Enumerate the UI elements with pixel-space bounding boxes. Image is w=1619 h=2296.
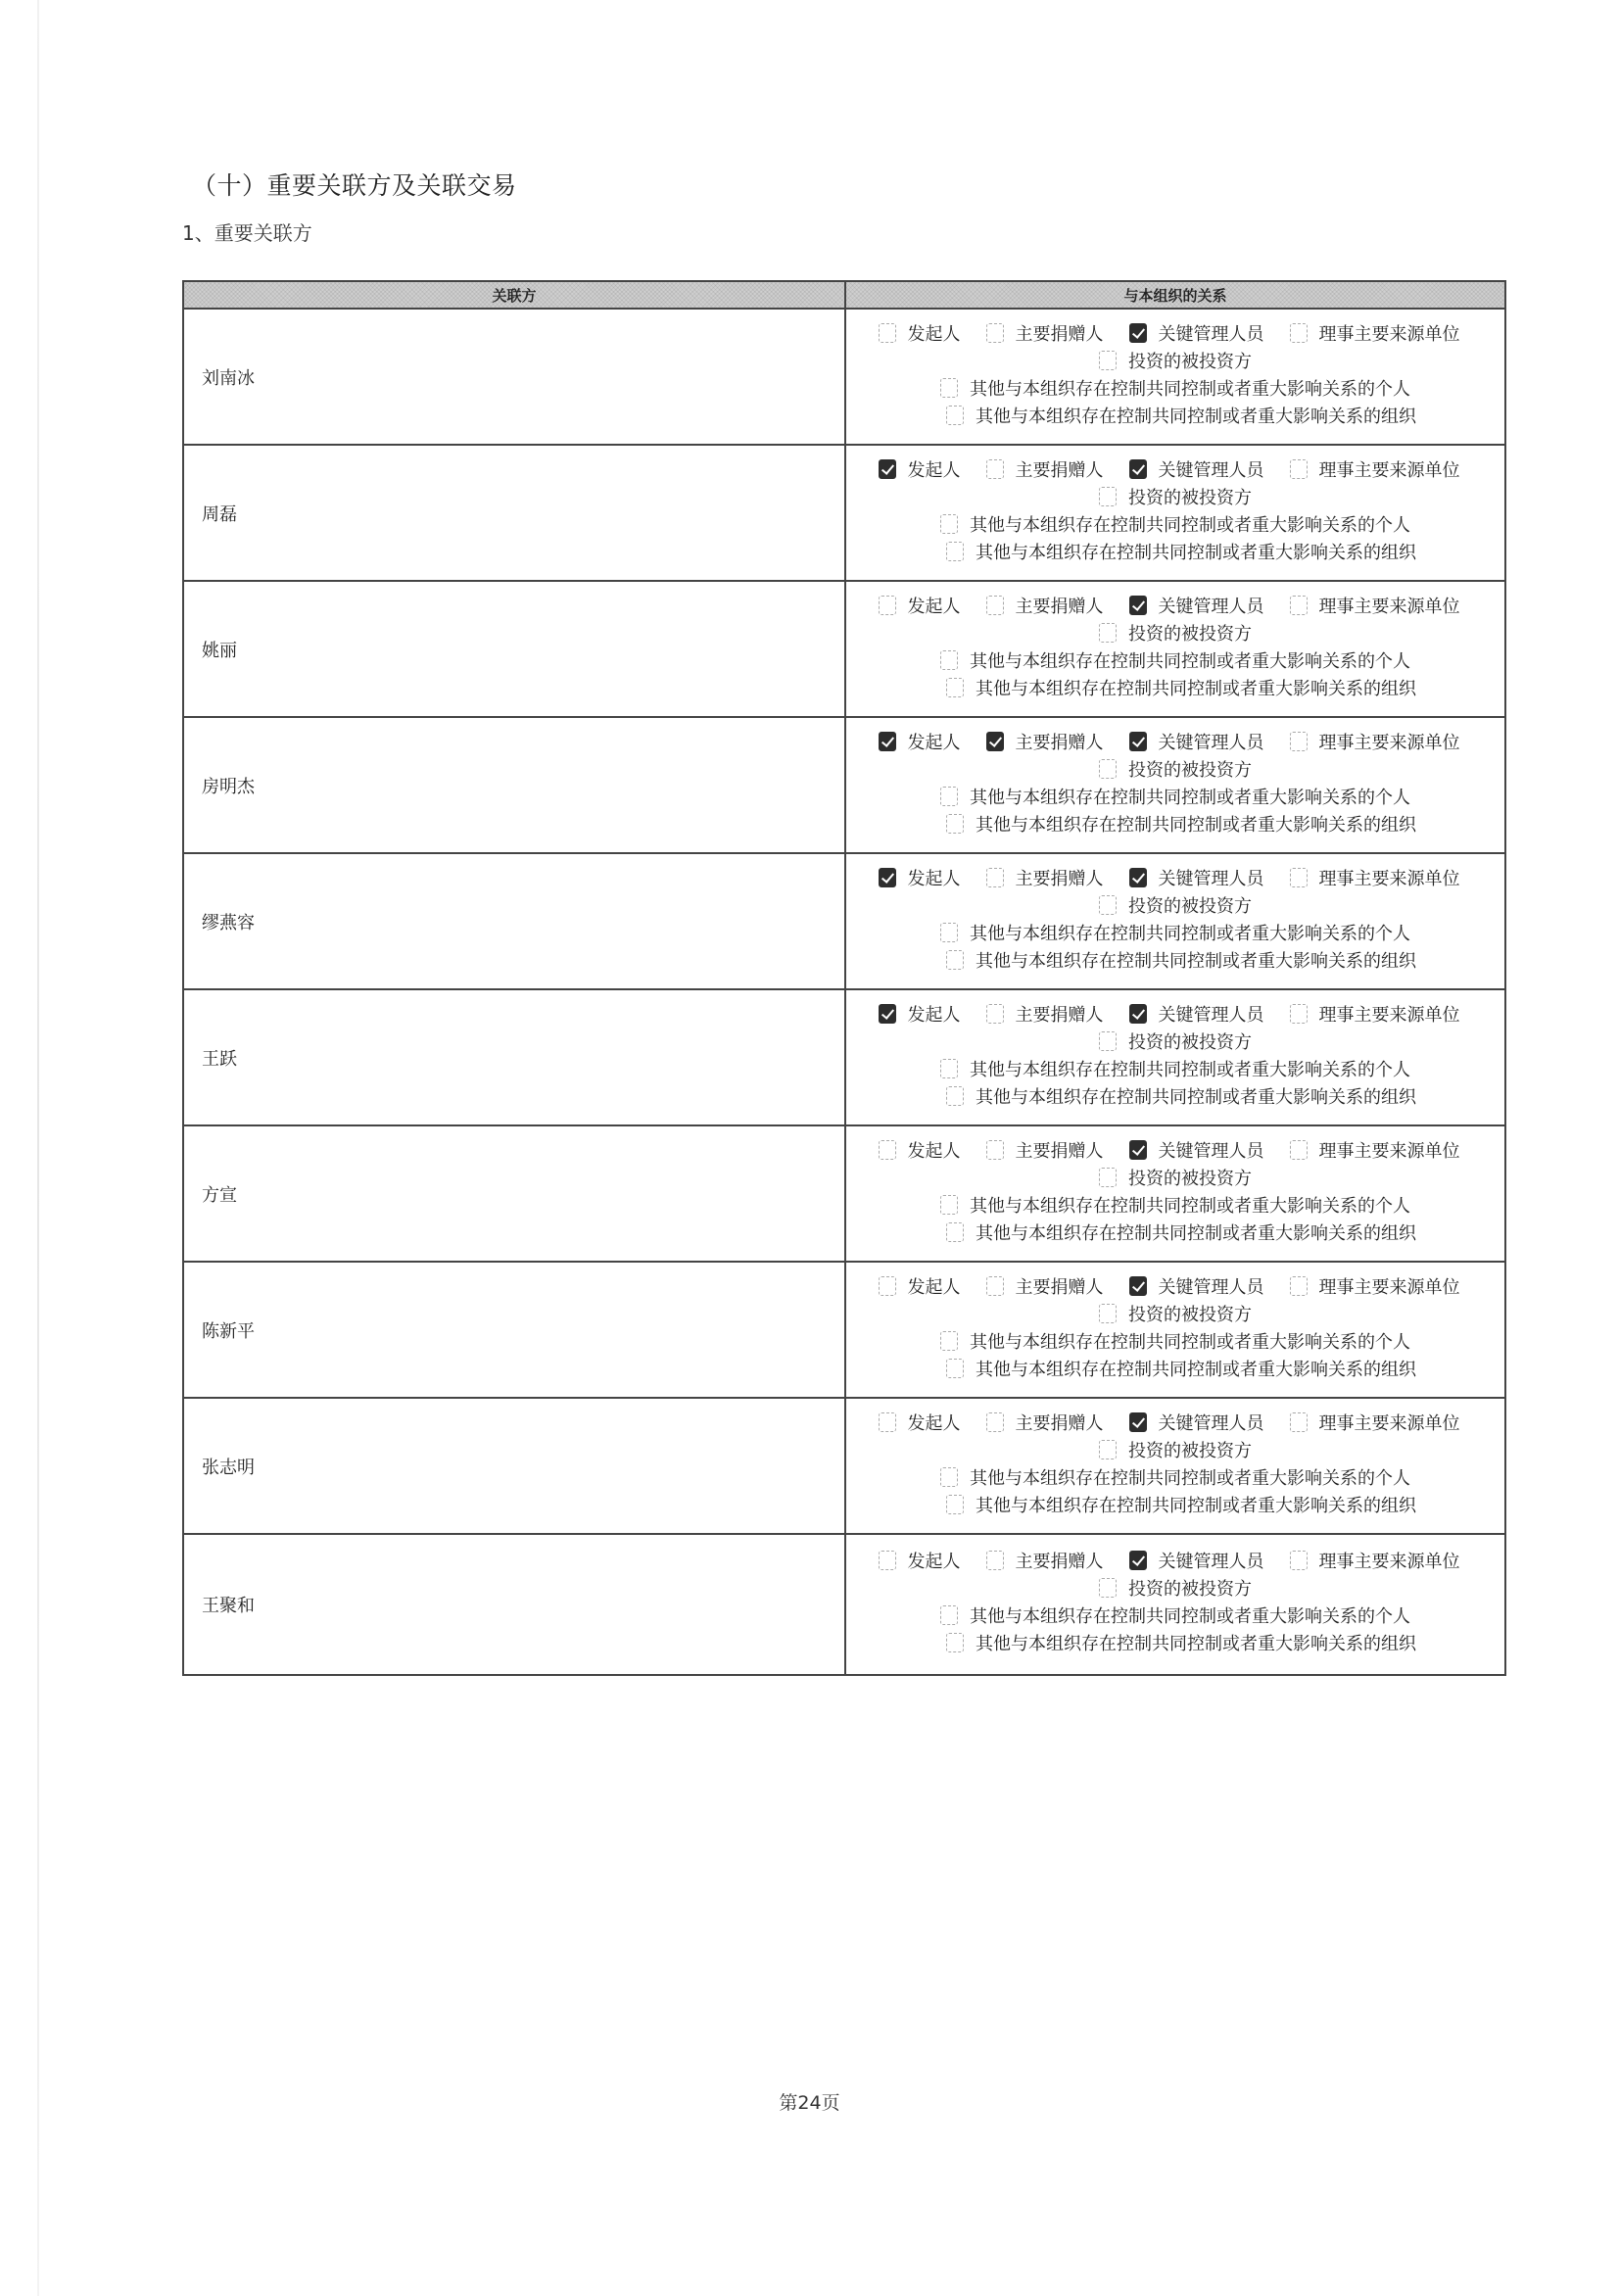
option-major-donor[interactable] <box>986 729 1104 754</box>
table-row <box>184 582 1504 718</box>
table-row <box>184 1399 1504 1535</box>
option-founder[interactable] <box>879 1410 961 1435</box>
option-label: 关键管理人员 <box>1158 868 1264 889</box>
options-line-3 <box>928 919 1423 946</box>
option-label: 关键管理人员 <box>1158 732 1264 753</box>
option-key-management[interactable] <box>1129 729 1264 754</box>
related-party-name <box>184 446 846 580</box>
option-director-source[interactable] <box>1290 1137 1460 1163</box>
checkbox-unchecked-icon[interactable] <box>1290 323 1308 343</box>
checkbox-unchecked-icon[interactable] <box>1290 1412 1308 1432</box>
checkbox-unchecked-icon[interactable] <box>986 459 1004 479</box>
checkbox-unchecked-icon[interactable] <box>946 542 964 561</box>
options-line-3 <box>928 1191 1423 1219</box>
checkbox-unchecked-icon[interactable] <box>879 1276 896 1296</box>
checkbox-checked-icon[interactable] <box>1129 1004 1147 1024</box>
option-major-donor[interactable] <box>986 456 1104 482</box>
option-label: 其他与本组织存在控制共同控制或者重大影响关系的组织 <box>976 814 1416 836</box>
page-number: 第24页 <box>779 2092 840 2114</box>
option-label: 其他与本组织存在控制共同控制或者重大影响关系的个人 <box>970 1331 1410 1353</box>
option-label: 发起人 <box>907 596 961 617</box>
option-other-organization[interactable] <box>946 539 1416 564</box>
checkbox-unchecked-icon[interactable] <box>986 323 1004 343</box>
checkbox-unchecked-icon[interactable] <box>946 406 964 425</box>
option-label: 其他与本组织存在控制共同控制或者重大影响关系的组织 <box>976 678 1416 699</box>
option-key-management[interactable] <box>1129 1001 1264 1027</box>
option-label: 理事主要来源单位 <box>1318 1552 1460 1572</box>
relationship-cell <box>846 582 1504 716</box>
option-major-donor[interactable] <box>986 320 1104 346</box>
option-investee[interactable] <box>1099 620 1252 646</box>
checkbox-checked-icon[interactable] <box>1129 1140 1147 1160</box>
option-label: 其他与本组织存在控制共同控制或者重大影响关系的组织 <box>976 950 1416 972</box>
options-line-1 <box>879 1409 1473 1436</box>
option-investee[interactable] <box>1099 892 1252 918</box>
related-party-name <box>184 990 846 1124</box>
checkbox-unchecked-icon[interactable] <box>879 1551 896 1570</box>
checkbox-checked-icon[interactable] <box>1129 596 1147 615</box>
option-key-management[interactable] <box>1129 1273 1264 1299</box>
option-label: 理事主要来源单位 <box>1318 1276 1460 1298</box>
option-label: 其他与本组织存在控制共同控制或者重大影响关系的个人 <box>970 1606 1410 1627</box>
option-investee[interactable] <box>1099 1575 1252 1601</box>
option-key-management[interactable] <box>1129 456 1264 482</box>
option-investee[interactable] <box>1099 1301 1252 1326</box>
option-label: 其他与本组织存在控制共同控制或者重大影响关系的个人 <box>970 650 1410 672</box>
option-major-donor[interactable] <box>986 593 1104 618</box>
option-director-source[interactable] <box>1290 593 1460 618</box>
checkbox-unchecked-icon[interactable] <box>986 1276 1004 1296</box>
option-director-source[interactable] <box>1290 1548 1460 1573</box>
option-label: 投资的被投资方 <box>1128 623 1252 645</box>
checkbox-checked-icon[interactable] <box>1129 323 1147 343</box>
checkbox-unchecked-icon[interactable] <box>986 1412 1004 1432</box>
checkbox-unchecked-icon[interactable] <box>940 1195 958 1215</box>
checkbox-checked-icon[interactable] <box>1129 1551 1147 1570</box>
option-label: 主要捐赠人 <box>1015 459 1104 481</box>
checkbox-unchecked-icon[interactable] <box>1290 868 1308 887</box>
options-line-4 <box>933 1219 1429 1246</box>
options-line-1 <box>879 1000 1473 1028</box>
option-other-individual[interactable] <box>940 647 1410 673</box>
option-label: 发起人 <box>907 1004 961 1026</box>
option-label: 发起人 <box>907 323 961 345</box>
party-name-text: 张志明 <box>202 1457 255 1478</box>
option-label: 发起人 <box>907 1552 961 1572</box>
checkbox-unchecked-icon[interactable] <box>940 514 958 534</box>
option-label: 投资的被投资方 <box>1128 1304 1252 1325</box>
option-other-individual[interactable] <box>940 1192 1410 1218</box>
party-name-text: 方宣 <box>202 1184 237 1206</box>
checkbox-unchecked-icon[interactable] <box>879 1140 896 1160</box>
options-line-3 <box>928 374 1423 402</box>
option-key-management[interactable] <box>1129 1548 1264 1573</box>
relationship-cell <box>846 854 1504 988</box>
checkbox-unchecked-icon[interactable] <box>1290 732 1308 751</box>
option-label: 其他与本组织存在控制共同控制或者重大影响关系的组织 <box>976 1359 1416 1380</box>
checkbox-unchecked-icon[interactable] <box>1099 351 1117 370</box>
option-label: 主要捐赠人 <box>1015 1412 1104 1434</box>
checkbox-unchecked-icon[interactable] <box>879 1412 896 1432</box>
checkbox-unchecked-icon[interactable] <box>946 1495 964 1514</box>
option-label: 主要捐赠人 <box>1015 868 1104 889</box>
checkbox-unchecked-icon[interactable] <box>986 1140 1004 1160</box>
option-other-individual[interactable] <box>940 920 1410 945</box>
option-other-organization[interactable] <box>946 1356 1416 1381</box>
option-label: 其他与本组织存在控制共同控制或者重大影响关系的组织 <box>976 1495 1416 1516</box>
option-other-organization[interactable] <box>946 1083 1416 1109</box>
table-row <box>184 1126 1504 1263</box>
options-line-3 <box>928 1055 1423 1082</box>
option-label: 关键管理人员 <box>1158 1412 1264 1434</box>
related-party-name <box>184 854 846 988</box>
option-label: 其他与本组织存在控制共同控制或者重大影响关系的个人 <box>970 1059 1410 1080</box>
option-label: 其他与本组织存在控制共同控制或者重大影响关系的个人 <box>970 1195 1410 1217</box>
option-label: 其他与本组织存在控制共同控制或者重大影响关系的个人 <box>970 1467 1410 1489</box>
option-label: 主要捐赠人 <box>1015 1004 1104 1026</box>
options-line-4 <box>933 1491 1429 1518</box>
option-label: 投资的被投资方 <box>1128 1579 1252 1600</box>
option-label: 发起人 <box>907 459 961 481</box>
option-label: 主要捐赠人 <box>1015 323 1104 345</box>
option-other-organization[interactable] <box>946 403 1416 428</box>
options-line-2 <box>1086 1436 1264 1463</box>
options-line-1 <box>879 319 1473 347</box>
options-line-4 <box>933 674 1429 701</box>
options-line-4 <box>933 402 1429 429</box>
option-label: 关键管理人员 <box>1158 323 1264 345</box>
option-other-individual[interactable] <box>940 375 1410 401</box>
option-label: 投资的被投资方 <box>1128 487 1252 508</box>
options-line-2 <box>1086 1028 1264 1055</box>
related-party-name <box>184 1535 846 1674</box>
checkbox-unchecked-icon[interactable] <box>940 1605 958 1625</box>
option-other-individual[interactable] <box>940 1602 1410 1628</box>
option-other-organization[interactable] <box>946 947 1416 973</box>
checkbox-unchecked-icon[interactable] <box>946 1086 964 1106</box>
option-investee[interactable] <box>1099 756 1252 782</box>
party-name-text: 刘南冰 <box>202 367 255 389</box>
option-label: 其他与本组织存在控制共同控制或者重大影响关系的组织 <box>976 1222 1416 1244</box>
option-director-source[interactable] <box>1290 1410 1460 1435</box>
option-founder[interactable] <box>879 456 961 482</box>
relationship-cell <box>846 1535 1504 1674</box>
table-row <box>184 446 1504 582</box>
option-founder[interactable] <box>879 729 961 754</box>
option-key-management[interactable] <box>1129 593 1264 618</box>
option-label: 理事主要来源单位 <box>1318 732 1460 753</box>
options-line-4 <box>933 810 1429 837</box>
options-line-1 <box>879 864 1473 891</box>
option-director-source[interactable] <box>1290 865 1460 890</box>
checkbox-unchecked-icon[interactable] <box>986 868 1004 887</box>
checkbox-unchecked-icon[interactable] <box>1099 1440 1117 1459</box>
option-investee[interactable] <box>1099 484 1252 509</box>
related-party-name <box>184 1263 846 1397</box>
options-line-4 <box>933 1629 1429 1656</box>
option-founder[interactable] <box>879 1548 961 1573</box>
checkbox-unchecked-icon[interactable] <box>1290 1004 1308 1024</box>
checkbox-unchecked-icon[interactable] <box>879 323 896 343</box>
checkbox-checked-icon[interactable] <box>986 732 1004 751</box>
options-line-3 <box>928 510 1423 538</box>
relationship-cell <box>846 1126 1504 1261</box>
party-name-text: 王聚和 <box>202 1596 255 1616</box>
checkbox-unchecked-icon[interactable] <box>879 596 896 615</box>
table-row <box>184 718 1504 854</box>
option-founder[interactable] <box>879 320 961 346</box>
option-other-individual[interactable] <box>940 1464 1410 1490</box>
table-header <box>184 282 1504 310</box>
header-related-party: 关联方 <box>184 282 846 308</box>
option-label: 其他与本组织存在控制共同控制或者重大影响关系的个人 <box>970 514 1410 536</box>
option-label: 关键管理人员 <box>1158 1004 1264 1026</box>
section-title: （十）重要关联方及关联交易 <box>192 171 517 200</box>
options-line-3 <box>928 1463 1423 1491</box>
option-label: 理事主要来源单位 <box>1318 1140 1460 1162</box>
option-director-source[interactable] <box>1290 1273 1460 1299</box>
checkbox-unchecked-icon[interactable] <box>940 378 958 398</box>
option-label: 理事主要来源单位 <box>1318 459 1460 481</box>
options-line-2 <box>1086 891 1264 919</box>
option-label: 投资的被投资方 <box>1128 759 1252 781</box>
option-investee[interactable] <box>1099 348 1252 373</box>
checkbox-checked-icon[interactable] <box>1129 868 1147 887</box>
checkbox-unchecked-icon[interactable] <box>940 1331 958 1351</box>
option-other-organization[interactable] <box>946 1220 1416 1245</box>
relationship-cell <box>846 446 1504 580</box>
options-line-1 <box>879 1272 1473 1300</box>
checkbox-unchecked-icon[interactable] <box>1099 1304 1117 1323</box>
option-label: 理事主要来源单位 <box>1318 868 1460 889</box>
option-major-donor[interactable] <box>986 1410 1104 1435</box>
checkbox-unchecked-icon[interactable] <box>1290 459 1308 479</box>
checkbox-checked-icon[interactable] <box>879 459 896 479</box>
option-label: 理事主要来源单位 <box>1318 1412 1460 1434</box>
sub-title: 1、重要关联方 <box>182 221 312 245</box>
party-name-text: 房明杰 <box>202 776 255 797</box>
options-line-3 <box>928 1327 1423 1355</box>
checkbox-unchecked-icon[interactable] <box>946 1222 964 1242</box>
relationship-cell <box>846 990 1504 1124</box>
option-director-source[interactable] <box>1290 1001 1460 1027</box>
option-other-organization[interactable] <box>946 811 1416 837</box>
option-key-management[interactable] <box>1129 1410 1264 1435</box>
table-row <box>184 854 1504 990</box>
option-major-donor[interactable] <box>986 1273 1104 1299</box>
checkbox-unchecked-icon[interactable] <box>1099 487 1117 506</box>
checkbox-unchecked-icon[interactable] <box>940 1467 958 1487</box>
option-label: 理事主要来源单位 <box>1318 1004 1460 1026</box>
options-line-4 <box>933 1082 1429 1110</box>
option-label: 发起人 <box>907 1140 961 1162</box>
checkbox-unchecked-icon[interactable] <box>1099 623 1117 643</box>
option-other-individual[interactable] <box>940 784 1410 809</box>
option-label: 发起人 <box>907 868 961 889</box>
table-row <box>184 990 1504 1126</box>
option-label: 主要捐赠人 <box>1015 1140 1104 1162</box>
option-label: 关键管理人员 <box>1158 1140 1264 1162</box>
options-line-1 <box>879 728 1473 755</box>
option-investee[interactable] <box>1099 1165 1252 1190</box>
option-label: 主要捐赠人 <box>1015 732 1104 753</box>
option-director-source[interactable] <box>1290 456 1460 482</box>
checkbox-unchecked-icon[interactable] <box>1290 1140 1308 1160</box>
checkbox-unchecked-icon[interactable] <box>1099 1031 1117 1051</box>
option-major-donor[interactable] <box>986 1548 1104 1573</box>
options-line-4 <box>933 946 1429 974</box>
options-line-1 <box>879 1547 1473 1574</box>
option-key-management[interactable] <box>1129 320 1264 346</box>
checkbox-checked-icon[interactable] <box>879 732 896 751</box>
options-line-2 <box>1086 1574 1264 1602</box>
option-label: 发起人 <box>907 1412 961 1434</box>
related-party-name <box>184 582 846 716</box>
option-label: 其他与本组织存在控制共同控制或者重大影响关系的组织 <box>976 1634 1416 1654</box>
option-founder[interactable] <box>879 593 961 618</box>
checkbox-unchecked-icon[interactable] <box>1290 596 1308 615</box>
checkbox-unchecked-icon[interactable] <box>946 950 964 970</box>
checkbox-unchecked-icon[interactable] <box>946 678 964 697</box>
checkbox-unchecked-icon[interactable] <box>1099 1168 1117 1187</box>
checkbox-unchecked-icon[interactable] <box>946 1633 964 1652</box>
checkbox-unchecked-icon[interactable] <box>940 787 958 806</box>
options-line-3 <box>928 646 1423 674</box>
checkbox-unchecked-icon[interactable] <box>1099 759 1117 779</box>
checkbox-unchecked-icon[interactable] <box>940 1059 958 1078</box>
option-label: 其他与本组织存在控制共同控制或者重大影响关系的个人 <box>970 787 1410 808</box>
relationship-cell <box>846 1263 1504 1397</box>
checkbox-unchecked-icon[interactable] <box>1290 1276 1308 1296</box>
party-name-text: 姚丽 <box>202 640 237 661</box>
option-label: 投资的被投资方 <box>1128 1440 1252 1461</box>
option-label: 投资的被投资方 <box>1128 1168 1252 1189</box>
option-major-donor[interactable] <box>986 865 1104 890</box>
option-label: 关键管理人员 <box>1158 1552 1264 1572</box>
option-label: 其他与本组织存在控制共同控制或者重大影响关系的组织 <box>976 406 1416 427</box>
option-label: 发起人 <box>907 732 961 753</box>
options-line-3 <box>928 1602 1423 1629</box>
checkbox-unchecked-icon[interactable] <box>940 923 958 942</box>
checkbox-unchecked-icon[interactable] <box>946 814 964 834</box>
option-label: 主要捐赠人 <box>1015 1276 1104 1298</box>
option-founder[interactable] <box>879 1137 961 1163</box>
checkbox-unchecked-icon[interactable] <box>986 596 1004 615</box>
checkbox-checked-icon[interactable] <box>1129 459 1147 479</box>
option-label: 投资的被投资方 <box>1128 351 1252 372</box>
option-major-donor[interactable] <box>986 1001 1104 1027</box>
table-body <box>184 310 1504 1674</box>
party-name-text: 缪燕容 <box>202 912 255 933</box>
option-other-individual[interactable] <box>940 1328 1410 1354</box>
option-label: 主要捐赠人 <box>1015 1552 1104 1572</box>
related-parties-table <box>182 280 1506 1676</box>
option-label: 关键管理人员 <box>1158 596 1264 617</box>
relationship-cell <box>846 310 1504 444</box>
party-name-text: 陈新平 <box>202 1320 255 1342</box>
checkbox-unchecked-icon[interactable] <box>986 1004 1004 1024</box>
checkbox-unchecked-icon[interactable] <box>940 650 958 670</box>
related-party-name <box>184 310 846 444</box>
option-label: 投资的被投资方 <box>1128 895 1252 917</box>
table-row <box>184 1263 1504 1399</box>
option-other-organization[interactable] <box>946 1492 1416 1517</box>
option-key-management[interactable] <box>1129 1137 1264 1163</box>
option-founder[interactable] <box>879 865 961 890</box>
options-line-1 <box>879 1136 1473 1164</box>
checkbox-checked-icon[interactable] <box>879 1004 896 1024</box>
options-line-1 <box>879 455 1473 483</box>
options-line-4 <box>933 1355 1429 1382</box>
option-label: 其他与本组织存在控制共同控制或者重大影响关系的个人 <box>970 923 1410 944</box>
options-line-1 <box>879 592 1473 619</box>
option-label: 发起人 <box>907 1276 961 1298</box>
option-label: 其他与本组织存在控制共同控制或者重大影响关系的个人 <box>970 378 1410 400</box>
option-major-donor[interactable] <box>986 1137 1104 1163</box>
option-label: 投资的被投资方 <box>1128 1031 1252 1053</box>
table-row <box>184 1535 1504 1674</box>
option-other-organization[interactable] <box>946 1630 1416 1655</box>
options-line-2 <box>1086 1164 1264 1191</box>
header-relationship: 与本组织的关系 <box>1123 286 1227 305</box>
checkbox-unchecked-icon[interactable] <box>1099 1578 1117 1598</box>
checkbox-checked-icon[interactable] <box>1129 732 1147 751</box>
option-director-source[interactable] <box>1290 729 1460 754</box>
option-label: 关键管理人员 <box>1158 1276 1264 1298</box>
option-investee[interactable] <box>1099 1028 1252 1054</box>
relationship-cell <box>846 1399 1504 1533</box>
option-director-source[interactable] <box>1290 320 1460 346</box>
option-other-organization[interactable] <box>946 675 1416 700</box>
options-line-2 <box>1086 755 1264 783</box>
checkbox-checked-icon[interactable] <box>1129 1276 1147 1296</box>
option-investee[interactable] <box>1099 1437 1252 1462</box>
checkbox-unchecked-icon[interactable] <box>1099 895 1117 915</box>
relationship-cell <box>846 718 1504 852</box>
checkbox-unchecked-icon[interactable] <box>986 1551 1004 1570</box>
option-other-individual[interactable] <box>940 511 1410 537</box>
related-party-name <box>184 718 846 852</box>
party-name-text: 王跃 <box>202 1048 237 1070</box>
options-line-2 <box>1086 483 1264 510</box>
option-key-management[interactable] <box>1129 865 1264 890</box>
options-line-3 <box>928 783 1423 810</box>
option-label: 主要捐赠人 <box>1015 596 1104 617</box>
party-name-text: 周磊 <box>202 503 237 525</box>
option-founder[interactable] <box>879 1273 961 1299</box>
checkbox-unchecked-icon[interactable] <box>1290 1551 1308 1570</box>
options-line-2 <box>1086 619 1264 646</box>
option-founder[interactable] <box>879 1001 961 1027</box>
option-label: 其他与本组织存在控制共同控制或者重大影响关系的组织 <box>976 1086 1416 1108</box>
options-line-2 <box>1086 1300 1264 1327</box>
checkbox-checked-icon[interactable] <box>1129 1412 1147 1432</box>
checkbox-checked-icon[interactable] <box>879 868 896 887</box>
options-line-4 <box>933 538 1429 565</box>
option-label: 关键管理人员 <box>1158 459 1264 481</box>
option-label: 理事主要来源单位 <box>1318 323 1460 345</box>
scan-edge <box>37 0 39 2296</box>
related-party-name <box>184 1399 846 1533</box>
option-label: 其他与本组织存在控制共同控制或者重大影响关系的组织 <box>976 542 1416 563</box>
option-other-individual[interactable] <box>940 1056 1410 1081</box>
option-label: 理事主要来源单位 <box>1318 596 1460 617</box>
options-line-2 <box>1086 347 1264 374</box>
table-row <box>184 310 1504 446</box>
related-party-name <box>184 1126 846 1261</box>
checkbox-unchecked-icon[interactable] <box>946 1359 964 1378</box>
